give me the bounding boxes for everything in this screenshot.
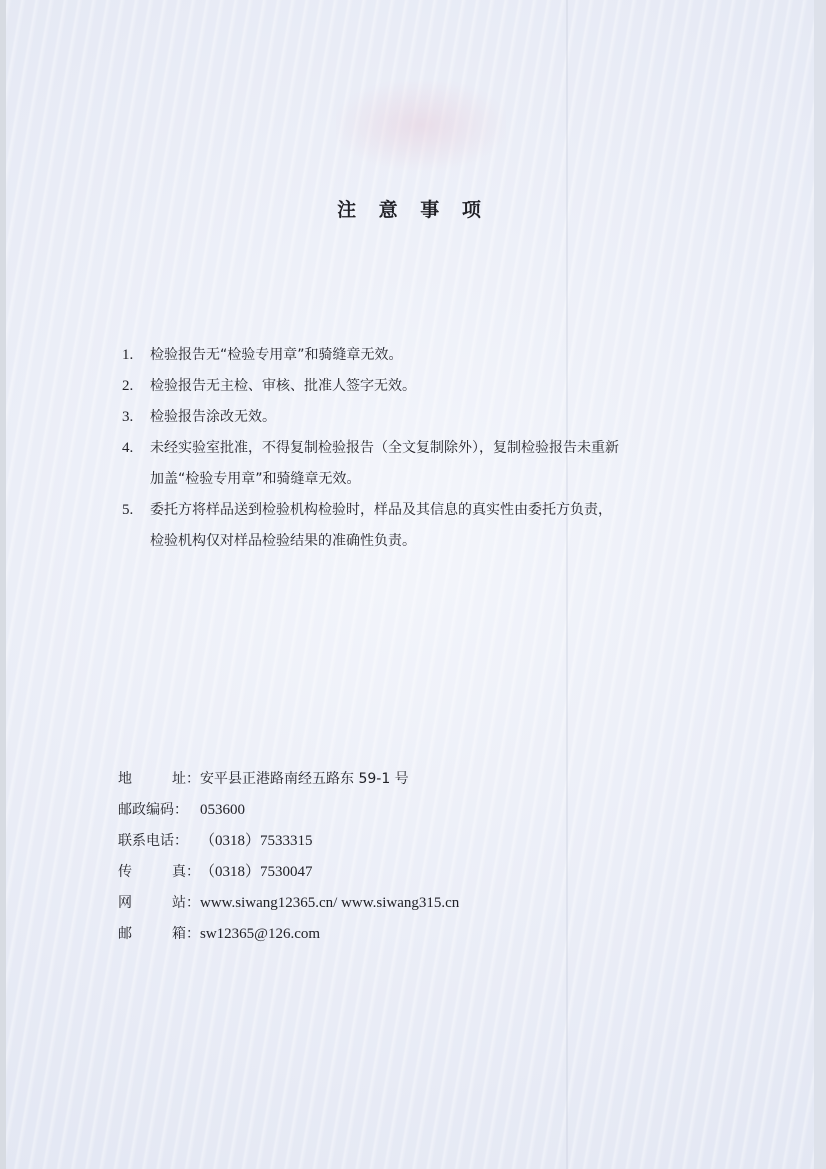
note-item [122,433,722,464]
postcode-value: 053600 [200,802,245,818]
note-item [122,495,722,526]
fax-label: 传 真： [118,864,200,880]
email-value: sw12365@126.com [200,926,321,942]
note-number: 4. [122,440,134,456]
faint-stamp-mark [336,80,506,170]
email-label: 邮 箱： [118,926,200,942]
note-item [122,402,722,433]
phone-label: 联系电话： [118,833,188,849]
note-continuation: 检验机构仅对样品检验结果的准确性负责。 [150,533,416,549]
note-number: 5. [122,502,134,518]
note-item [122,371,722,402]
scan-right-edge [814,0,826,1169]
notes-list [122,340,722,557]
phone-value: （0318）7533315 [200,833,313,849]
note-number: 3. [122,409,134,425]
note-text: 检验报告无主检、审核、批准人签字无效。 [150,378,416,394]
note-item [122,340,722,371]
address-value: 安平县正港路南经五路东 59-1 号 [200,771,409,787]
document-page [6,0,814,1169]
paper-fold-line [566,0,568,1169]
postcode-label: 邮政编码： [118,802,188,818]
website-label: 网 站： [118,895,200,911]
note-number: 2. [122,378,134,394]
fax-row [118,857,618,888]
note-text: 检验报告无“检验专用章”和骑缝章无效。 [150,347,403,363]
email-row [118,919,618,950]
address-row [118,764,618,795]
website-value: www.siwang12365.cn/ www.siwang315.cn [200,895,460,911]
page-title: 注 意 事 项 [337,199,489,221]
note-number: 1. [122,347,134,363]
postcode-row [118,795,618,826]
contact-info [118,764,618,950]
fax-value: （0318）7530047 [200,864,313,880]
note-text: 未经实验室批准，不得复制检验报告（全文复制除外），复制检验报告未重新 [150,440,619,456]
phone-row [118,826,618,857]
note-continuation: 加盖“检验专用章”和骑缝章无效。 [150,471,361,487]
note-text: 委托方将样品送到检验机构检验时，样品及其信息的真实性由委托方负责， [150,502,612,518]
note-text: 检验报告涂改无效。 [150,409,276,425]
address-label: 地 址： [118,771,200,787]
website-row [118,888,618,919]
